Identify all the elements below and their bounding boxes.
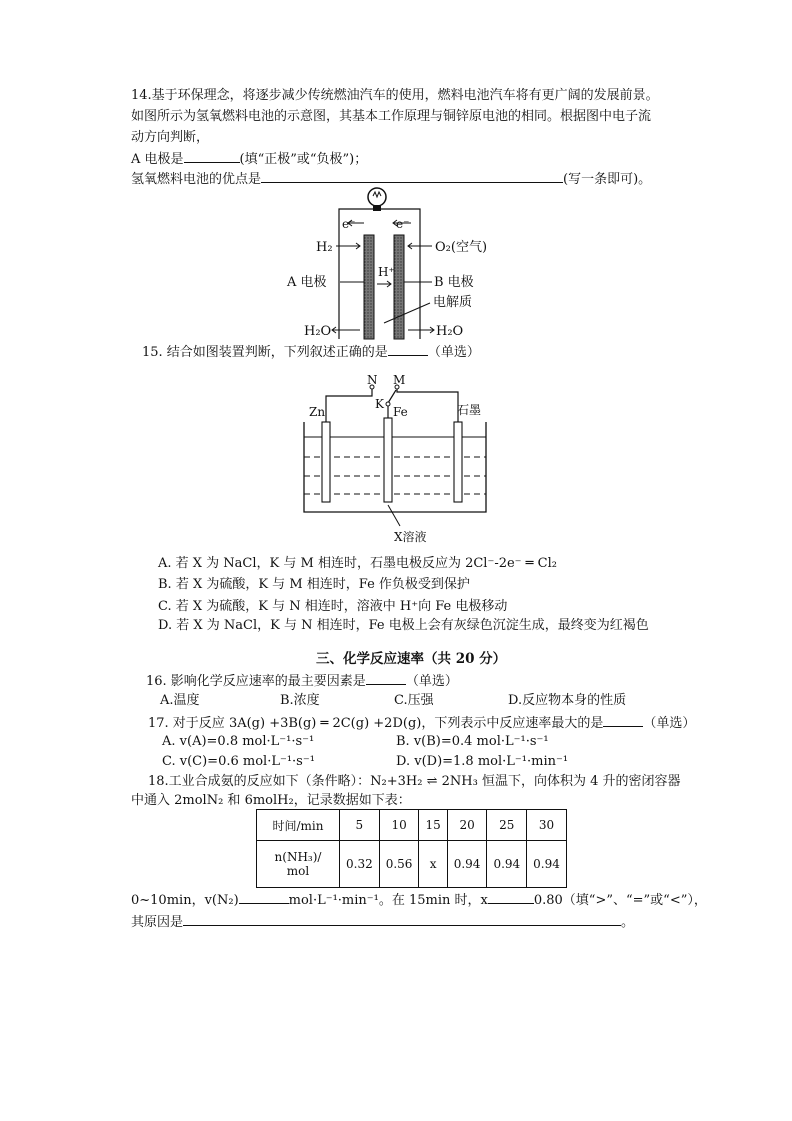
q17-stem — [148, 714, 695, 732]
table-cell-nh3: 0.56 — [379, 841, 419, 888]
electrode-fe — [384, 418, 392, 502]
fuel-cell-diagram — [280, 183, 500, 343]
light-bulb-icon — [368, 188, 386, 211]
q18-line-2: 中通入 2molN₂ 和 6molH₂，记录数据如下表： — [131, 793, 411, 808]
q18-rate-blank[interactable] — [239, 891, 289, 904]
q16-stem-prefix: 16. 影响化学反应速率的最主要因素是 — [146, 674, 366, 689]
label-zn: Zn — [309, 405, 326, 419]
q14-line-3: 动方向判断， — [131, 130, 210, 145]
table-row-nh3 — [257, 841, 567, 888]
q14-line-1: 14.基于环保理念，将逐步减少传统燃油汽车的使用，燃料电池汽车将有更广阔的发展前景。 — [131, 88, 659, 103]
table-cell-time: 5 — [340, 810, 380, 841]
q17-stem-prefix: 17. 对于反应 3A(g) +3B(g) ═ 2C(g) +2D(g)，下列表示中反应速率最大的是 — [148, 716, 604, 731]
q15-option-d[interactable]: D. 若 X 为 NaCl，K 与 N 相连时，Fe 电极上会有灰绿色沉淀生成，最终变为红褐色 — [158, 618, 649, 633]
q16-answer-blank[interactable] — [366, 672, 406, 685]
q17-option-c[interactable]: C. v(C)=0.6 mol·L⁻¹·s⁻¹ — [162, 754, 315, 769]
solution-leader — [388, 505, 400, 526]
q14-advantage-blank[interactable] — [261, 170, 563, 183]
q16-stem — [146, 672, 458, 690]
wire-zn — [326, 388, 372, 426]
table-cell-time: 25 — [487, 810, 527, 841]
q16-option-d[interactable]: D.反应物本身的性质 — [508, 693, 627, 708]
q16-option-b[interactable]: B.浓度 — [280, 693, 320, 708]
switch-k[interactable] — [388, 390, 396, 403]
q18-reason-prefix: 其原因是 — [131, 915, 184, 930]
q18-reason-blank[interactable] — [183, 913, 621, 926]
q18-line-1: 18.工业合成氨的反应如下（条件略）：N₂+3H₂ ⇌ 2NH₃ 恒温下，向体积为 4 升的密闭容器 — [148, 774, 681, 789]
electrode-zn — [322, 422, 330, 502]
table-cell-time: 10 — [379, 810, 419, 841]
o2-inlet-label: O₂(空气) — [435, 240, 488, 255]
label-fe: Fe — [393, 405, 408, 419]
q17-option-d[interactable]: D. v(D)=1.8 mol·L⁻¹·min⁻¹ — [396, 754, 569, 769]
a-electrode-label: A 电极 — [287, 275, 327, 290]
h2o-left-label: H₂O — [304, 324, 332, 339]
q14-part-a-blank[interactable] — [184, 150, 240, 163]
q18-answer-a: 0~10min，v(N₂) — [131, 893, 239, 908]
q18-reason-line — [131, 913, 634, 931]
electrolyte-leader — [384, 303, 430, 323]
table-row-time — [257, 810, 567, 841]
label-solution: X溶液 — [394, 530, 427, 544]
q17-option-a[interactable]: A. v(A)=0.8 mol·L⁻¹·s⁻¹ — [162, 734, 315, 749]
nh3-data-table — [256, 809, 567, 888]
q15-option-a[interactable]: A. 若 X 为 NaCl，K 与 M 相连时，石墨电极反应为 2Cl⁻-2e⁻ ═ Cl₂ — [158, 556, 557, 571]
h2o-right-label: H₂O — [436, 324, 464, 339]
q15-stem-prefix: 15. 结合如图装置判断，下列叙述正确的是 — [142, 345, 388, 360]
electron-arrow-left — [348, 220, 364, 226]
h2-inlet-arrow — [336, 243, 360, 249]
electrolysis-diagram — [296, 366, 516, 550]
q16-option-a[interactable]: A.温度 — [160, 693, 200, 708]
table-header-nh3: n(NH₃)/ mol — [257, 841, 340, 888]
switch-pivot — [386, 402, 390, 406]
label-n: N — [367, 373, 378, 387]
q16-option-c[interactable]: C.压强 — [394, 693, 434, 708]
table-cell-nh3: 0.32 — [340, 841, 380, 888]
label-graphite: 石墨 — [457, 403, 482, 417]
proton-arrow — [377, 281, 391, 287]
electron-label-left: e⁻ — [342, 217, 356, 231]
b-electrode-label: B 电极 — [434, 275, 474, 290]
q14-part-a-prefix: A 电极是 — [131, 152, 184, 167]
q15-option-b[interactable]: B. 若 X 为硫酸，K 与 M 相连时，Fe 作负极受到保护 — [158, 577, 470, 592]
table-header-time: 时间/min — [257, 810, 340, 841]
q15-stem-suffix: （单选） — [427, 345, 480, 360]
electrode-a — [364, 235, 374, 339]
table-cell-nh3: x — [419, 841, 447, 888]
h2o-right-arrow — [408, 327, 434, 333]
table-cell-nh3: 0.94 — [527, 841, 567, 888]
q17-option-b[interactable]: B. v(B)=0.4 mol·L⁻¹·s⁻¹ — [396, 734, 549, 749]
q15-option-c[interactable]: C. 若 X 为硫酸，K 与 N 相连时，溶液中 H⁺向 Fe 电极移动 — [158, 599, 508, 614]
q18-answer-line — [131, 891, 707, 909]
q18-reason-suffix: 。 — [621, 915, 635, 930]
table-cell-time: 30 — [527, 810, 567, 841]
q14-part-a-suffix: (填“正极”或“负极”)； — [239, 152, 368, 167]
q18-compare-blank[interactable] — [488, 891, 534, 904]
electrolyte-label: 电解质 — [433, 295, 473, 310]
q16-stem-suffix: （单选） — [405, 674, 458, 689]
q18-answer-c: 0.80（填“>”、“=”或“<”）， — [533, 893, 707, 908]
q14-advantage-suffix: (写一条即可)。 — [563, 172, 652, 187]
label-k: K — [375, 397, 384, 411]
electrode-b — [394, 235, 404, 339]
q14-advantage-prefix: 氢氧燃料电池的优点是 — [131, 172, 262, 187]
table-cell-time: 15 — [419, 810, 447, 841]
label-m: M — [393, 373, 406, 387]
q17-answer-blank[interactable] — [603, 714, 643, 727]
q15-stem — [142, 343, 480, 361]
table-cell-time: 20 — [447, 810, 487, 841]
h2-inlet-label: H₂ — [316, 240, 333, 255]
proton-label: H⁺ — [378, 265, 395, 279]
q18-answer-b: mol·L⁻¹·min⁻¹。在 15min 时，x — [288, 893, 488, 908]
q15-answer-blank[interactable] — [388, 343, 428, 356]
electrode-graphite — [454, 422, 462, 502]
table-cell-nh3: 0.94 — [487, 841, 527, 888]
electron-label-right: e⁻ — [396, 217, 410, 231]
q14-line-2: 如图所示为氢氧燃料电池的示意图，其基本工作原理与铜锌原电池的相同。根据图中电子流 — [131, 109, 652, 124]
q14-part-a — [131, 150, 367, 168]
table-cell-nh3: 0.94 — [447, 841, 487, 888]
q17-stem-suffix: （单选） — [643, 716, 696, 731]
section-3-heading: 三、化学反应速率（共 20 分） — [316, 651, 507, 667]
h2o-left-arrow — [332, 327, 360, 333]
